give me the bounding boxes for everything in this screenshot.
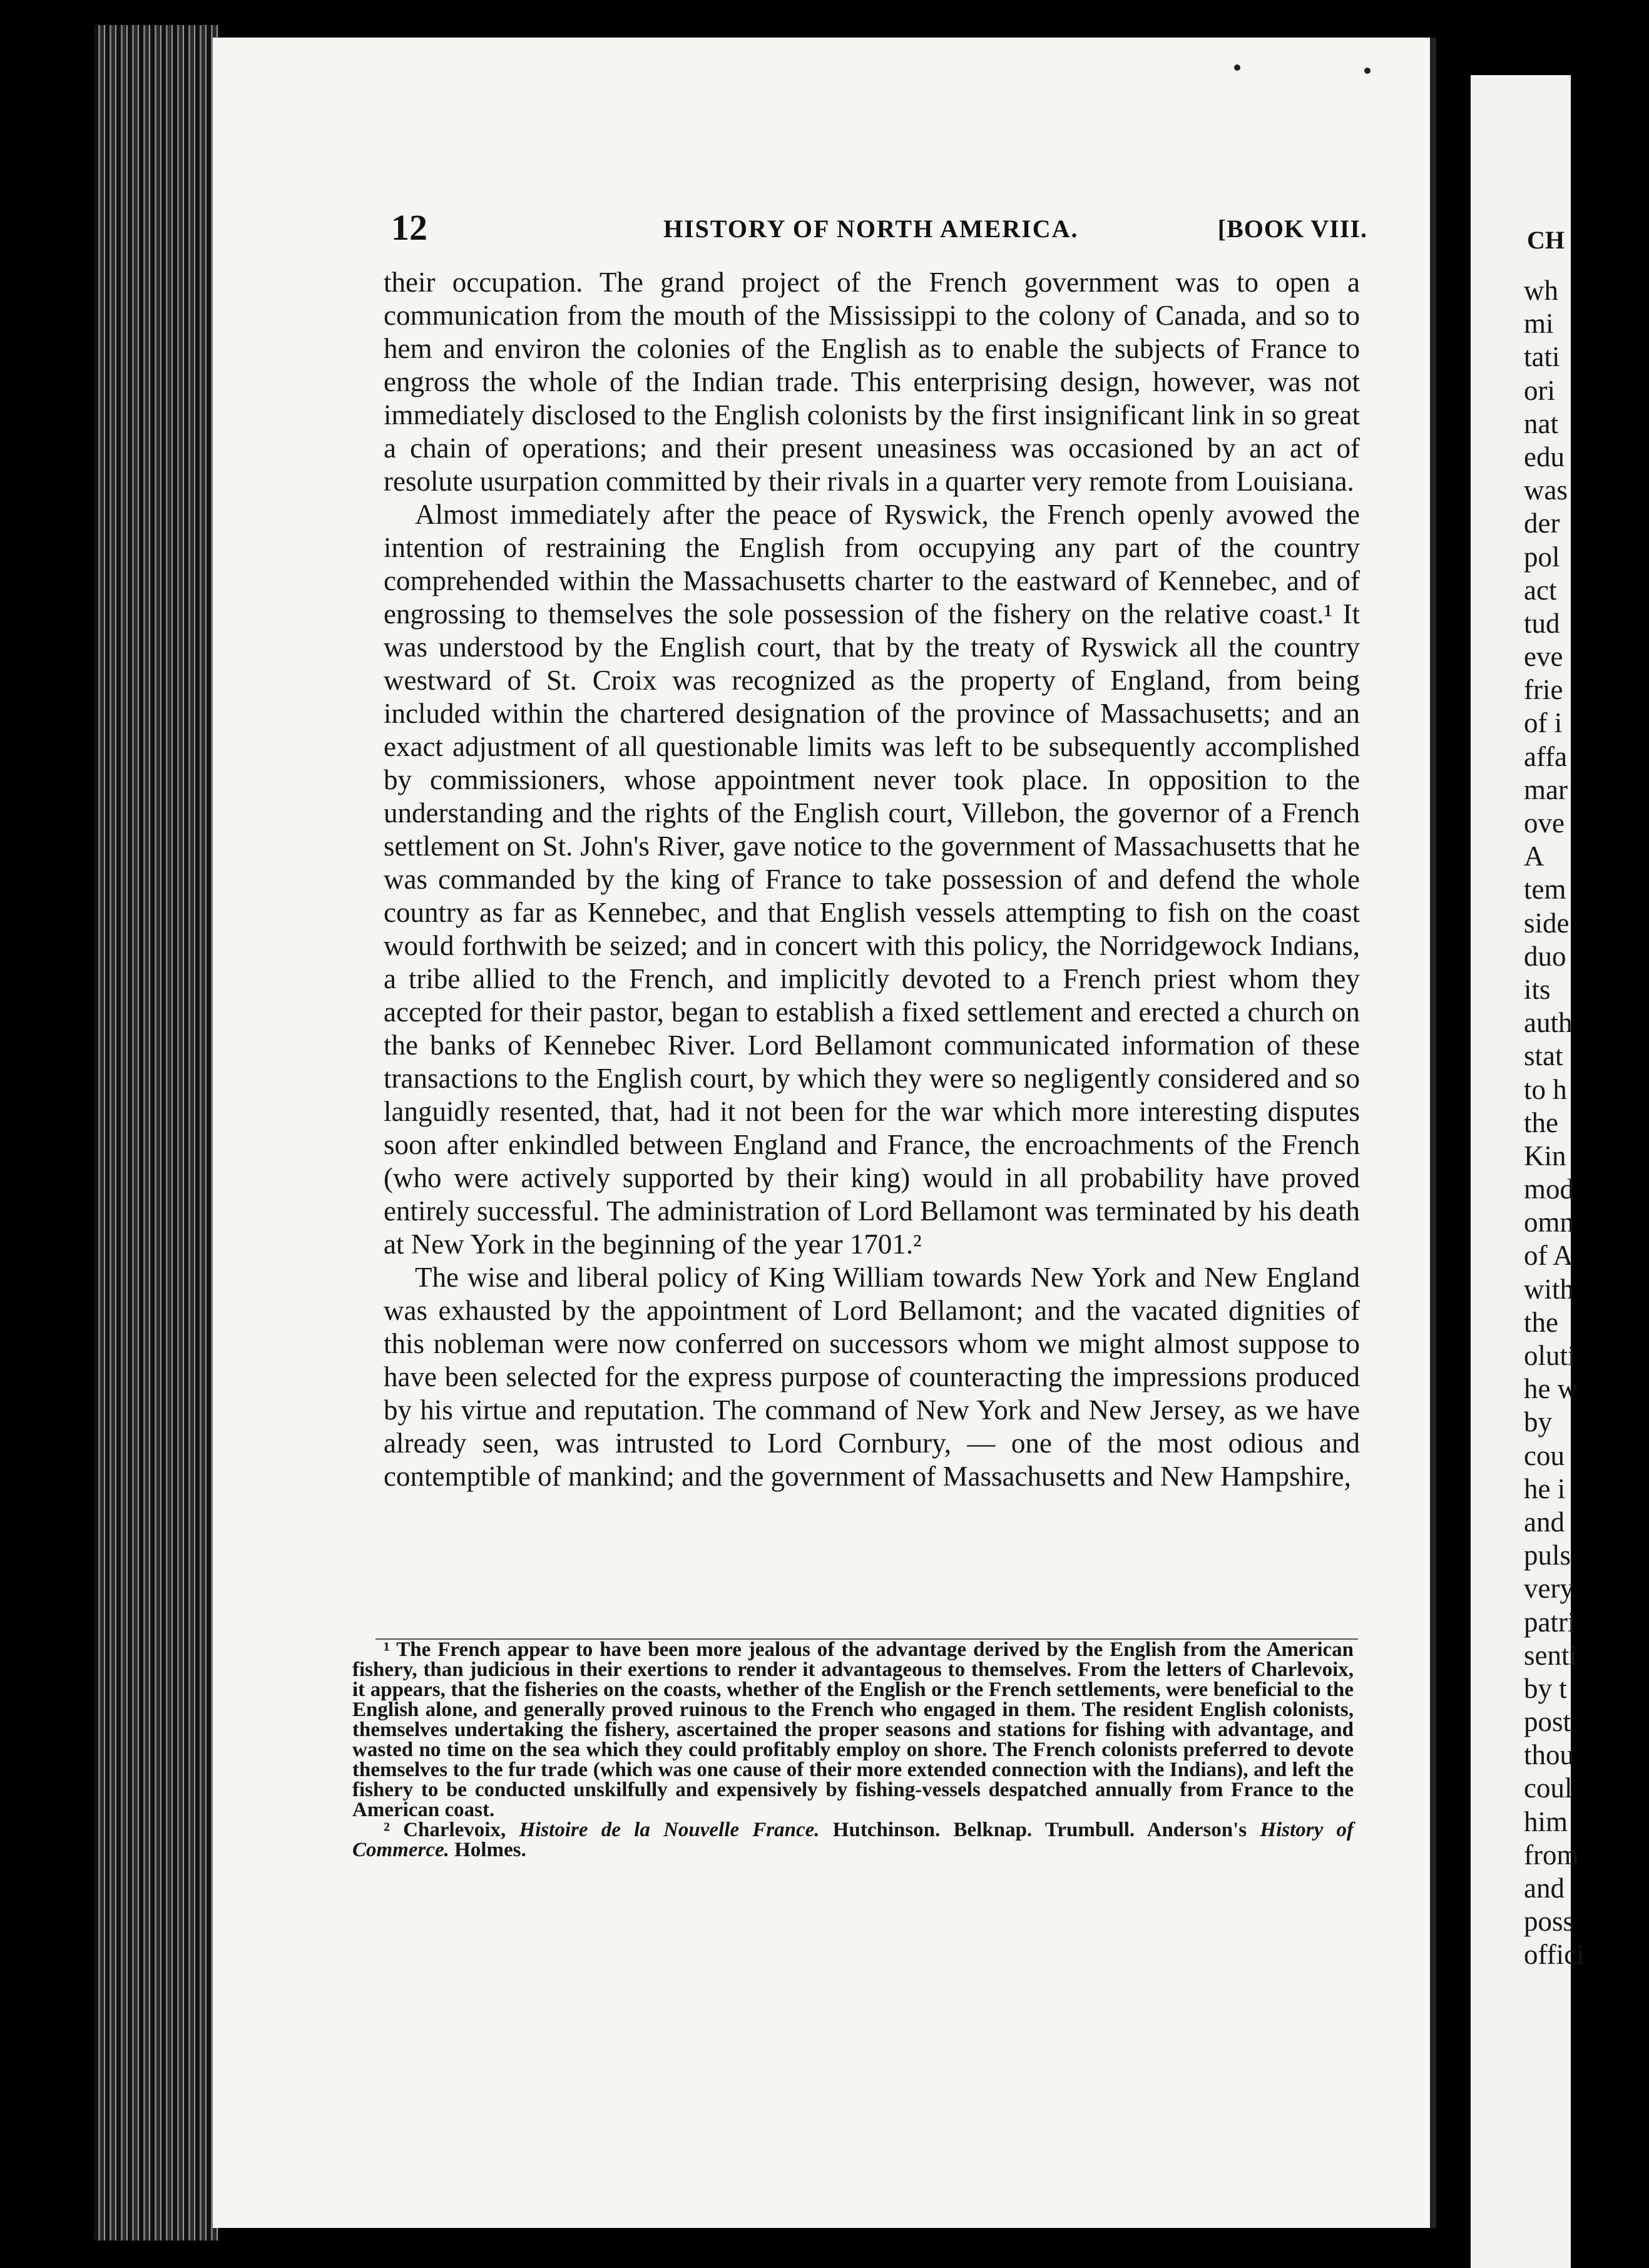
next-page-line-fragment: wh <box>1524 275 1558 306</box>
footnote-2-middle: Hutchinson. Belknap. Trumbull. Anderson's <box>819 1819 1260 1841</box>
main-text <box>384 266 1360 1493</box>
footnote-1: ¹ The French appear to have been more jealous of the advantage derived by the English from the American fishery, than judicious in their exertions to render it advantageous to themselves. From the letters of Charlevoix, it appears, that the fisheries on the coasts, whether of the English or the French settlements, were beneficial to the English alone, and generally proved ruinous to the French who engaged in them. The resident English colonists, themselves undertaking the fishery, ascertained the proper seasons and stations for fishing with advantage, and wasted no time on the sea which they could profitably employ on shore. The French colonists preferred to devote themselves to the fur trade (which was one cause of their more extended connection with the Indians), and left the fishery to be conducted unskilfully and expensively by fishing-vessels despatched annually from France to the American coast. <box>352 1638 1354 1821</box>
next-page-line-fragment: side <box>1524 907 1570 939</box>
next-page-line-fragment: very <box>1524 1573 1574 1605</box>
next-page-line-fragment: ove <box>1524 807 1565 839</box>
next-page-line-fragment: he i <box>1524 1473 1566 1504</box>
next-page-line-fragment: patri <box>1524 1606 1576 1638</box>
next-page-line-fragment: cou <box>1524 1439 1565 1471</box>
next-page-line-fragment: by <box>1524 1406 1552 1438</box>
speck-mark <box>1364 68 1371 74</box>
running-header <box>391 207 1367 250</box>
next-page-line-fragment: affa <box>1524 740 1568 772</box>
footnote-2 <box>352 1820 1354 1860</box>
next-page-line-fragment: tati <box>1524 341 1560 373</box>
paragraph: their occupation. The grand project of the French government was to open a communication from the mouth of the Mississippi to the colony of Canada, and so to hem and environ the colonies of the English as to enable the subjects of France to engross the whole of the Indian trade. This enterprising design, however, was not immediately disclosed to the English colonists by the first insignificant link in so great a chain of operations; and their present uneasiness was occasioned by an act of resolute usurpation committed by their rivals in a quarter very remote from Louisiana. <box>384 267 1360 497</box>
next-page-line-fragment: poss <box>1524 1906 1575 1938</box>
next-page-line-fragment: omn <box>1524 1207 1575 1239</box>
next-page-line-fragment: Kin <box>1524 1140 1566 1172</box>
next-page-line-fragment: post <box>1524 1706 1571 1738</box>
book-label: [BOOK VIII. <box>1217 215 1367 243</box>
next-page-line-fragment: and <box>1524 1506 1565 1538</box>
next-page-line-fragment: puls <box>1524 1540 1571 1571</box>
next-page-line-fragment: of A <box>1524 1240 1573 1272</box>
next-page-header-fragment: CH <box>1527 226 1565 254</box>
next-page-line-fragment: and <box>1524 1872 1565 1904</box>
next-page-line-fragment: the <box>1524 1106 1558 1138</box>
next-page-line-fragment: him <box>1524 1806 1568 1837</box>
next-page-line-fragment: coul <box>1524 1772 1573 1804</box>
next-page-line-fragment: he w <box>1524 1373 1578 1405</box>
next-page-line-fragment: ori <box>1524 374 1555 406</box>
next-page-line-fragment: tem <box>1524 874 1566 906</box>
next-page-line-fragment: mar <box>1524 774 1568 805</box>
footnote-2-title-2: History of Commerce. <box>352 1819 1354 1861</box>
next-page-line-fragment: eve <box>1524 641 1563 673</box>
book-page-right-edge <box>1471 75 1585 2268</box>
next-page-line-fragment: to h <box>1524 1073 1567 1105</box>
next-page-line-fragment: was <box>1524 474 1568 506</box>
speck-mark <box>1234 64 1240 71</box>
next-page-line-fragment: of i <box>1524 707 1563 739</box>
paragraph: The wise and liberal policy of King William towards New York and New England was exhausted by the appointment of Lord Bellamont; and the vacated dignities of this nobleman were now conferred on successors whom we might almost suppose to have been selected for the express purpose of counteracting the impressions produced by his virtue and reputation. The command of New York and New Jersey, as we have already seen, was intrusted to Lord Cornbury, — one of the most odious and contemptible of mankind; and the government of Massachusetts and New Hampshire, <box>384 1262 1360 1492</box>
next-page-line-fragment: the <box>1524 1306 1558 1338</box>
next-page-line-fragment: A <box>1524 840 1544 872</box>
next-page-line-fragment: stat <box>1524 1040 1563 1072</box>
next-page-line-fragment: oluti <box>1524 1340 1576 1371</box>
footnote-2-prefix: ² Charlevoix, <box>384 1819 519 1841</box>
next-page-line-fragment: from <box>1524 1839 1579 1871</box>
next-page-line-fragment: duo <box>1524 940 1566 972</box>
next-page-line-fragment: thou <box>1524 1739 1575 1771</box>
next-page-line-fragment: act <box>1524 574 1557 606</box>
footnote-2-title-1: Histoire de la Nouvelle France. <box>519 1819 820 1841</box>
next-page-line-fragments <box>1524 274 1649 1972</box>
footnote-2-suffix: Holmes. <box>449 1839 526 1861</box>
next-page-line-fragment: pol <box>1524 541 1560 573</box>
next-page-line-fragment: its <box>1524 973 1551 1005</box>
next-page-line-fragment: edu <box>1524 441 1565 472</box>
next-page-line-fragment: offici <box>1524 1939 1585 1971</box>
next-page-line-fragment: senti <box>1524 1639 1577 1671</box>
running-title: HISTORY OF NORTH AMERICA. <box>663 215 1079 243</box>
next-page-line-fragment: tud <box>1524 607 1560 639</box>
next-page-line-fragment: der <box>1524 508 1560 539</box>
next-page-line-fragment: by t <box>1524 1672 1567 1704</box>
next-page-line-fragment: frie <box>1524 674 1563 706</box>
paragraph: Almost immediately after the peace of Ryswick, the French openly avowed the intention of restraining the English from occupying any part of the country comprehended within the Massachusetts charter to the eastward of Kennebec, and of engrossing to themselves the sole possession of the fishery on the relative coast.¹ It was understood by the English court, that by the treaty of Ryswick all the country westward of St. Croix was recognized as the property of England, from being included within the chartered designation of the province of Massachusetts; and an exact adjustment of all questionable limits was left to be subsequently accomplished by commissioners, whose appointment never took place. In opposition to the understanding and the rights of the English court, Villebon, the governor of a French settlement on St. John's River, gave notice to the government of Massachusetts that he was commanded by the king of France to take possession of and defend the whole country as far as Kennebec, and that English vessels attempting to fish on the coast would forthwith be seized; and in concert with this policy, the Norridgewock Indians, a tribe allied to the French, and implicitly devoted to a French priest whom they accepted for their pastor, began to establish a fixed settlement and erected a church on the banks of Kennebec River. Lord Bellamont communicated information of these transactions to the English court, by which they were so negligently considered and so languidly resented, that, had it not been for the war which more interesting disputes soon after enkindled between England and France, the encroachments of the French (who were actively supported by their king) would in all probability have proved entirely successful. The administration of Lord Bellamont was terminated by his death at New York in the beginning of the year 1701.² <box>384 499 1360 1260</box>
next-page-line-fragment: nat <box>1524 407 1558 439</box>
page-number: 12 <box>391 207 427 248</box>
next-page-line-fragment: with <box>1524 1273 1575 1305</box>
next-page-line-fragment: mod <box>1524 1173 1575 1205</box>
book-page-edges <box>94 25 219 2240</box>
next-page-line-fragment: auth <box>1524 1007 1573 1039</box>
footnotes <box>352 1640 1354 1860</box>
next-page-line-fragment: mi <box>1524 308 1554 340</box>
